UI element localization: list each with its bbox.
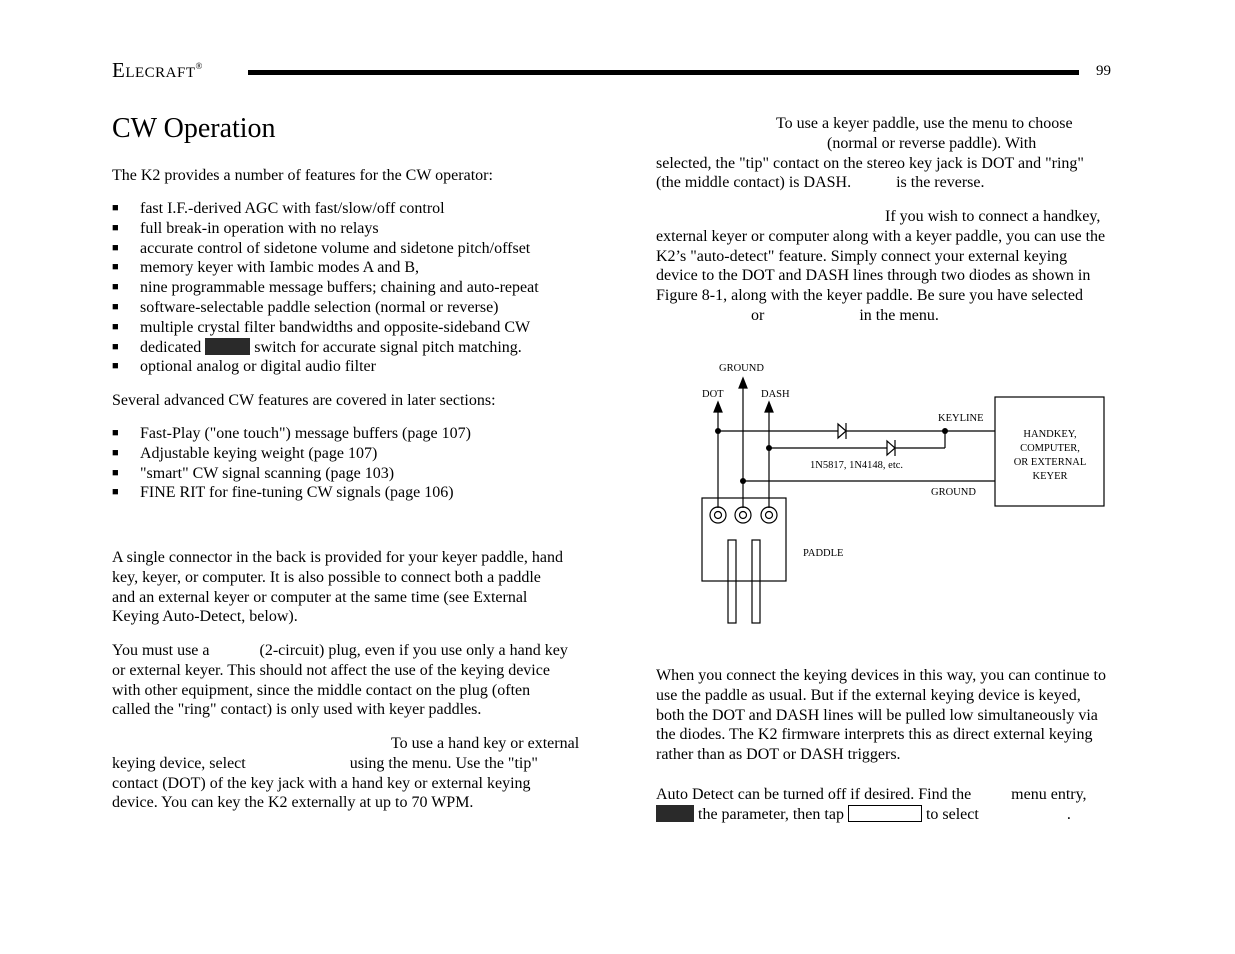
handkey-paragraph: To use a hand key or external keying device, select using the menu. Use the "tip" contact (DOT) of the key jack with a hand key or external keying device. You can key the K2 externally at up to 70 WPM. — [112, 735, 580, 812]
dot-label: DOT — [702, 389, 724, 400]
ground-bottom-label: GROUND — [931, 487, 976, 498]
list-item: ■ software-selectable paddle selection (normal or reverse) — [112, 298, 499, 316]
list-item: ■ Fast-Play ("one touch") message buffers (page 107) — [112, 425, 471, 442]
list-item: ■ Adjustable keying weight (page 107) — [112, 444, 378, 462]
connector-paragraph: A single connector in the back is provided for your keyer paddle, hand key, keyer, or computer. It is also possible to connect both a paddle and an external keyer or computer at the same time (see External Keying Auto-Detect, below). — [112, 549, 563, 626]
page-number: 99 — [1096, 63, 1111, 79]
keyed-paragraph: When you connect the keying devices in this way, you can continue to use the paddle as usual. But if the external keying device is keyed, both the DOT and DASH lines will be pulled low simultaneously via the diodes. The K2 firmware interprets this as direct external keying rather than as DOT or DASH triggers. — [656, 667, 1106, 764]
redacted-switch-box — [848, 805, 922, 822]
paddle-paragraph: To use a keyer paddle, use the menu to choose (normal or reverse paddle). With selected, the "tip" contact on the stereo key jack is DOT and "ring" (the middle contact) is DASH. is the reverse. — [656, 115, 1084, 192]
list-item: ■ "smart" CW signal scanning (page 103) — [112, 464, 395, 482]
list-item: ■ accurate control of sidetone volume and sidetone pitch/offset — [112, 239, 531, 257]
device-label: OR EXTERNAL — [1013, 457, 1087, 468]
list-item: ■ multiple crystal filter bandwidths and opposite-sideband CW — [112, 318, 531, 336]
device-label: KEYER — [1032, 471, 1068, 482]
brand-logo: ELECRAFT® — [112, 58, 203, 82]
advanced-intro: Several advanced CW features are covered in later sections: — [112, 392, 496, 409]
list-item: ■ nine programmable message buffers; chaining and auto-repeat — [112, 279, 539, 297]
dash-label: DASH — [761, 389, 790, 400]
list-item: ■ fast I.F.-derived AGC with fast/slow/off control — [112, 200, 445, 217]
ground-top-label: GROUND — [719, 363, 764, 374]
device-label: HANDKEY, — [1023, 429, 1077, 440]
autodetect-off-paragraph: Auto Detect can be turned off if desired. Find the menu entry, the parameter, then tap to select . — [656, 786, 1087, 823]
redacted-edit-button — [656, 805, 694, 822]
device-label: COMPUTER, — [1020, 443, 1080, 454]
diode-label: 1N5817, 1N4148, etc. — [810, 460, 904, 471]
list-item: ■ dedicated switch for accurate signal pitch matching. — [112, 338, 522, 356]
list-item: ■ FINE RIT for fine-tuning CW signals (page 106) — [112, 484, 454, 502]
list-item: ■ optional analog or digital audio filter — [112, 358, 376, 376]
list-item: ■ full break-in operation with no relays — [112, 219, 379, 237]
keyline-label: KEYLINE — [938, 413, 984, 424]
paddle-label: PADDLE — [803, 548, 844, 559]
autodetect-paragraph: If you wish to connect a handkey, external keyer or computer along with a keyer paddle, you can use the K2’s "auto-detect" feature. Simply connect your external keying device to the DOT and DASH lines through two diodes as shown in Figure 8-1, along with the keyer paddle. Be sure you have selected or in the menu. — [656, 208, 1106, 324]
intro-text: The K2 provides a number of features for the CW operator: — [112, 167, 493, 184]
page-title: CW Operation — [112, 113, 276, 144]
list-item: ■ memory keyer with Iambic modes A and B, — [112, 259, 420, 277]
plug-paragraph: You must use a (2-circuit) plug, even if you use only a hand key or external keyer. This should not affect the use of the keying device with other equipment, since the middle contact on the plug (often called the "ring" contact) is only used with keyer paddles. — [112, 642, 568, 719]
